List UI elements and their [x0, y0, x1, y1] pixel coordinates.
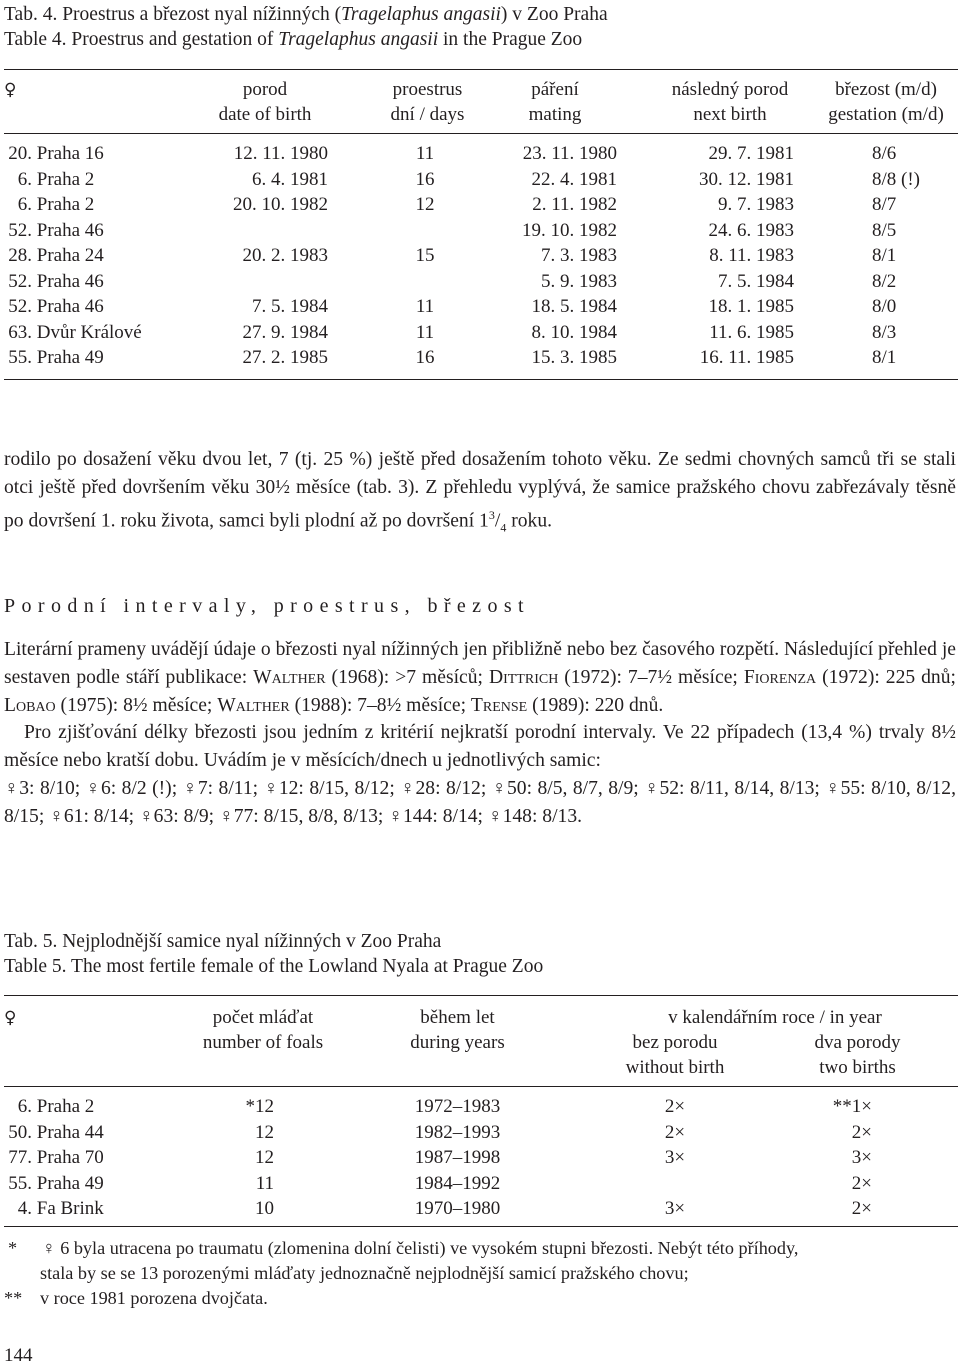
table-cell: 3× [664, 1198, 686, 1219]
table-cell: 4. Fa Brink [17, 1198, 104, 1219]
table5-header-calendar: v kalendářním roce / in year [668, 1007, 882, 1028]
table5-caption-cz: Tab. 5. Nejplodnější samice nyal nížinných v Zoo Praha [4, 931, 442, 952]
table4-header-gest-cz: březost (m/d) [835, 79, 937, 100]
table-cell: 18. 5. 1984 [531, 296, 617, 317]
table-cell: 12 [255, 1147, 274, 1168]
table-cell: 8/3 [872, 321, 897, 343]
table4-col-proestrus [395, 141, 455, 371]
table4-header-proestrus-en: dní / days [390, 104, 465, 125]
table4-header-female-symbol: ♀ [4, 80, 17, 100]
table-cell: *12 [245, 1096, 274, 1117]
table5-header-years-cz: během let [420, 1007, 495, 1028]
table5-caption-en: Table 5. The most fertile female of the Lowland Nyala at Prague Zoo [4, 956, 544, 977]
table-cell: 9. 7. 1983 [718, 194, 794, 215]
footnote-text: stala by se se 13 porozenými mláďaty jednoznačně nejplodnější samicí pražského chovu; [40, 1263, 689, 1283]
table-cell: 77. Praha 70 [8, 1147, 104, 1168]
table-cell: 22. 4. 1981 [531, 168, 617, 190]
table4-body [0, 141, 960, 376]
table-cell: 30. 12. 1981 [699, 168, 794, 190]
table-cell: 12 [255, 1121, 274, 1143]
section-heading: Porodní intervaly, proestrus, březost [4, 595, 530, 617]
footnote-mark: ** [4, 1288, 23, 1308]
table-cell: 16 [415, 347, 435, 368]
table4-caption-en: Table 4. Proestrus and gestation of Tragelaphus angasii in the Prague Zoo [4, 29, 583, 50]
table-cell: 18. 1. 1985 [708, 296, 794, 317]
table-cell: 19. 10. 1982 [522, 219, 617, 241]
table4-col-birth [190, 141, 328, 371]
table-cell: 10 [255, 1198, 274, 1219]
table-cell: 11 [415, 143, 435, 164]
table-cell: 2. 11. 1982 [532, 194, 617, 215]
table5-col-two [780, 1094, 872, 1222]
table-cell: **1× [832, 1096, 872, 1117]
table-cell: 7. 5. 1984 [252, 296, 328, 317]
table-cell: 12 [415, 194, 435, 215]
body-paragraph-1: rodilo po dosažení věku dvou let, 7 (tj. 25 %) ještě před dosažením tohoto věku. Ze sedmi chovných samců tři se stali otci ještě před dovršením věku 30½ měsíce (tab. 3). Z přehledu vyplývá, že samice pražského chovu zabřezávaly těsně po dovršení 1. roku života, samci byli plodní až po dovršení $1^3/_4$ roku. [4, 449, 956, 535]
table5-header-rule [4, 1086, 958, 1087]
table-cell: 11 [415, 321, 435, 343]
table-cell: 7. 3. 1983 [541, 245, 617, 266]
table-cell: 63. Dvůr Králové [8, 321, 142, 343]
table-cell: 8/1 [872, 245, 897, 266]
table5-top-rule [4, 995, 958, 996]
table-cell: 24. 6. 1983 [708, 219, 794, 241]
table-cell: 8/1 [872, 347, 897, 368]
table-cell: 6. Praha 2 [17, 1096, 95, 1117]
body-paragraph-2: Literární prameny uvádějí údaje o březosti nyal nížinných jen přibližně nebo bez časového rozpětí. Následující přehled je sestaven podle stáří publikace: Walther (1968): >7 měsíců; Dittrich (1972): 7–7½ měsíce; Fiorenza (1972): 225 dnů; Lobao (1975): 8½ měsíce; Walther (1988): 7–8½ měsíce; Trense (1989): 220 dnů. Pro zjišťování délky březosti jsou jedním z kritérií nejkratší porodní intervaly. Ve 22 případech (13,4 %) trvaly 8½ měsíce nebo kratší dobu. Uvádím je v měsících/dnech u jednotlivých samic: ♀3: 8/10; ♀6: 8/2 (!); ♀7: 8/11; ♀12: 8/15, 8/12; ♀28: 8/12; ♀50: 8/5, 8/7, 8/9; ♀52: 8/11, 8/14, 8/13; ♀55: 8/10, 8/12, 8/15; ♀61: 8/14; ♀63: 8/9; ♀77: 8/15, 8/8, 8/13; ♀144: 8/14; ♀148: 8/13. [4, 636, 956, 831]
footnote-1-cont [4, 1261, 960, 1286]
footnotes [4, 1236, 960, 1311]
table-cell: 1972–1983 [414, 1096, 501, 1117]
table-cell: 2× [851, 1198, 872, 1219]
table-cell: 3× [851, 1147, 872, 1168]
table5-header-female-symbol: ♀ [4, 1008, 17, 1028]
table4-caption-cz: Tab. 4. Proestrus a březost nyal nížinných (Tragelaphus angasii) v Zoo Praha [4, 4, 608, 25]
table5-col-female [4, 1094, 184, 1222]
table-cell: 11 [255, 1172, 274, 1194]
table-cell: 27. 2. 1985 [242, 347, 328, 368]
table-cell: 8. 11. 1983 [709, 245, 794, 266]
table-cell [395, 269, 455, 295]
table-cell: 2× [851, 1121, 872, 1143]
table-cell: 20. 2. 1983 [242, 245, 328, 266]
table4-col-gest [872, 141, 952, 371]
table5-body [0, 1094, 960, 1224]
table-cell: 52. Praha 46 [8, 296, 104, 317]
table-cell: 28. Praha 24 [8, 245, 104, 266]
table-cell: 50. Praha 44 [8, 1121, 104, 1143]
table-cell: 20. Praha 16 [8, 143, 104, 164]
table4-bottom-rule [4, 379, 958, 380]
table-cell: 16. 11. 1985 [699, 347, 794, 368]
table-cell: 1984–1992 [414, 1172, 501, 1194]
female-interval-list: ♀3: 8/10; ♀6: 8/2 (!); ♀7: 8/11; ♀12: 8/15, 8/12; ♀28: 8/12; ♀50: 8/5, 8/7, 8/9; ♀52: 8/11, 8/14, 8/13; ♀55: 8/10, 8/12, 8/15; ♀61: 8/14; ♀63: 8/9; ♀77: 8/15, 8/8, 8/13; ♀144: 8/14; ♀148: 8/13. [4, 777, 956, 827]
table-cell: 52. Praha 46 [8, 270, 104, 292]
footnote-1 [4, 1236, 960, 1261]
table-cell: 11 [415, 296, 435, 317]
page-number: 144 [4, 1345, 33, 1366]
table5-header-two-cz: dva porody [814, 1032, 901, 1053]
table-cell [190, 218, 328, 244]
body-paragraph-3: Pro zjišťování délky březosti jsou jedním z kritérií nejkratší porodní intervaly. Ve 22 případech (13,4 %) trvaly 8½ měsíce nebo kratší dobu. Uvádím je v měsících/dnech u jednotlivých samic: [4, 722, 956, 772]
table-cell: 2× [664, 1096, 686, 1117]
table5-header-foals-en: number of foals [202, 1032, 324, 1053]
table-cell [395, 218, 455, 244]
table5-header-nobirth-cz: bez porodu [632, 1032, 718, 1053]
table-cell: 29. 7. 1981 [708, 143, 794, 164]
table5-col-foals [200, 1094, 274, 1222]
table5-bottom-rule [4, 1226, 958, 1227]
table4-header-birth-en: date of birth [218, 104, 312, 125]
table-cell: 15. 3. 1985 [531, 347, 617, 368]
table-cell: 1987–1998 [414, 1147, 501, 1168]
table-cell: 27. 9. 1984 [242, 321, 328, 343]
table4-header-rule [4, 133, 958, 134]
table5-header-years-en: during years [410, 1032, 505, 1053]
table4-header-proestrus-cz: proestrus [392, 79, 463, 100]
table-cell: 52. Praha 46 [8, 219, 104, 241]
table-cell: 2× [664, 1121, 686, 1143]
footnote-mark: * [8, 1238, 18, 1258]
table-cell: 55. Praha 49 [8, 347, 104, 368]
table-cell: 16 [415, 168, 435, 190]
table-cell: 7. 5. 1984 [718, 270, 794, 292]
table5-col-years [385, 1094, 530, 1222]
table-cell: 11. 6. 1985 [709, 321, 794, 343]
table-cell: 5. 9. 1983 [541, 270, 617, 292]
table4-col-mating [480, 141, 617, 371]
table-cell: 1970–1980 [414, 1198, 501, 1219]
table4-header-mating-en: mating [528, 104, 582, 125]
table5-header-two-en: two births [819, 1057, 896, 1078]
table-cell: 12. 11. 1980 [233, 143, 328, 164]
table-cell [190, 269, 328, 295]
table-cell: 8/2 [872, 270, 897, 292]
table-cell: 6. 4. 1981 [252, 168, 328, 190]
table4-header-birth-cz: porod [242, 79, 288, 100]
table4-header-mating-cz: páření [531, 79, 579, 100]
table4-header-gest-en: gestation (m/d) [828, 104, 944, 125]
table-cell: 23. 11. 1980 [522, 143, 617, 164]
table-cell: 2× [851, 1172, 872, 1194]
table4-col-next [650, 141, 794, 371]
table-cell: 8/7 [872, 194, 897, 215]
footnote-text: v roce 1981 porozena dvojčata. [40, 1288, 268, 1308]
table4-top-rule [4, 69, 958, 70]
table-cell: 55. Praha 49 [8, 1172, 104, 1194]
table-cell [640, 1171, 710, 1197]
footnote-2 [4, 1286, 960, 1311]
table-cell: 8/6 [872, 143, 897, 164]
table4-header-next-en: next birth [693, 104, 767, 125]
table4-col-female [4, 141, 194, 371]
table-cell: 15 [415, 245, 435, 266]
table-cell: 6. Praha 2 [17, 194, 95, 215]
table-cell: 8/0 [872, 296, 897, 317]
table-cell: 1982–1993 [414, 1121, 501, 1143]
table-cell: 3× [664, 1147, 686, 1168]
table4-header-next-cz: následný porod [671, 79, 789, 100]
table5-header-nobirth-en: without birth [625, 1057, 725, 1078]
table5-col-nobirth [640, 1094, 710, 1222]
table-cell: 8/5 [872, 219, 897, 241]
footnote-text: ♀ 6 byla utracena po traumatu (zlomenina dolní čelisti) ve vysokém stupni březosti. Nebýt této příhody, [42, 1238, 799, 1258]
table-cell: 8/8 (!) [872, 168, 921, 190]
table-cell: 8. 10. 1984 [531, 321, 617, 343]
table5-header-foals-cz: počet mláďat [212, 1007, 314, 1028]
table-cell: 6. Praha 2 [17, 168, 95, 190]
table-cell: 20. 10. 1982 [233, 194, 328, 215]
